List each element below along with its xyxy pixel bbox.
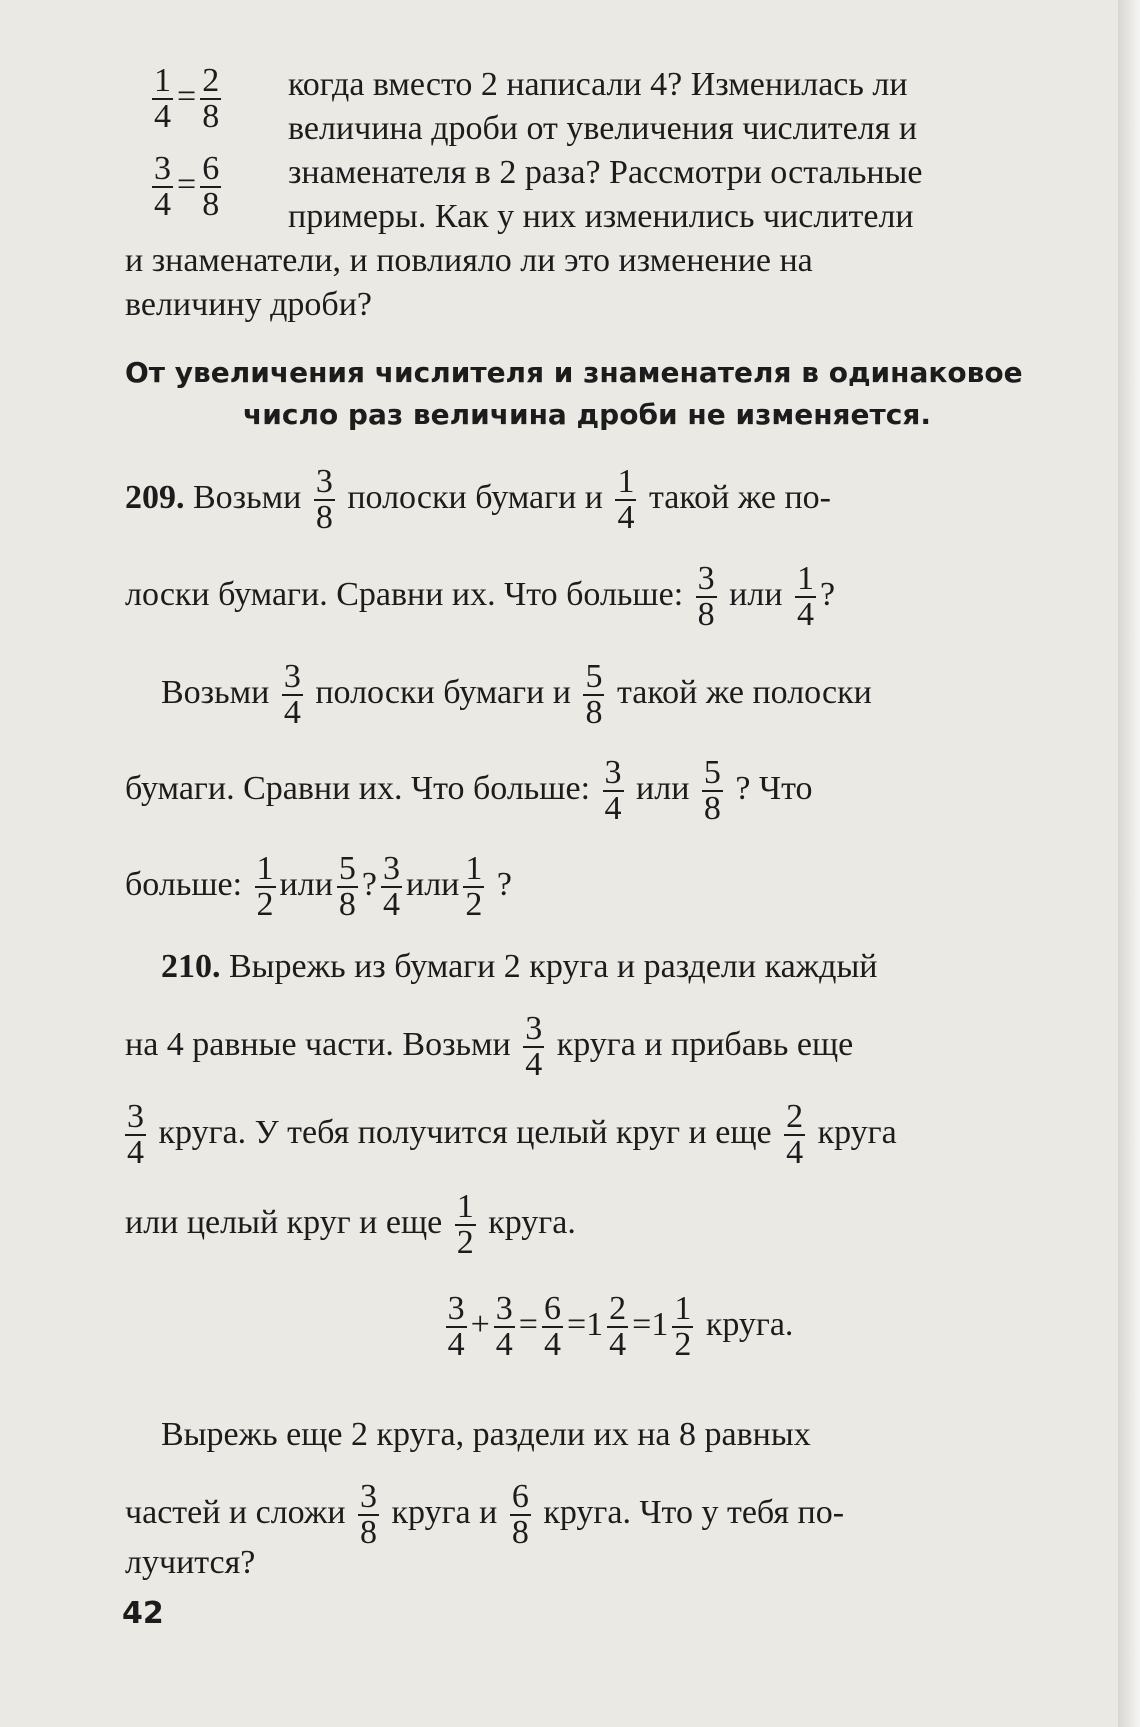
fraction: $\frac{3}{4}$ <box>283 658 301 731</box>
fraction: $\frac{1}{4}$ <box>797 560 815 633</box>
exercise-210-line-4: или целый круг и еще $\frac{1}{2}$ круга. <box>125 1188 576 1261</box>
intro-line-4: примеры. Как у них изменились числители <box>288 198 914 235</box>
exercise-209-line-5: больше: $\frac{1}{2}$ или $\frac{5}{8}$ ? $\frac{3}{4}$ или $\frac{1}{2}$ ? <box>125 850 512 923</box>
exercise-210-line-2: на 4 равные части. Возьми $\frac{3}{4}$ круга и прибавь еще <box>125 1010 854 1083</box>
side-equation-1: $\frac{1}{4}$ = $\frac{2}{8}$ <box>154 62 220 135</box>
fraction: $\frac{1}{2}$ <box>674 1290 692 1363</box>
fraction: $\frac{3}{8}$ <box>315 463 333 536</box>
fraction: $\frac{2}{4}$ <box>609 1290 627 1363</box>
intro-line-3: знаменателя в 2 раза? Рассмотри остальные <box>288 154 923 191</box>
fraction: $\frac{5}{8}$ <box>338 850 356 923</box>
exercise-209-line-3: Возьми $\frac{3}{4}$ полоски бумаги и $\frac{5}{8}$ такой же полоски <box>161 658 872 731</box>
fraction: $\frac{5}{8}$ <box>703 754 721 827</box>
fraction: $\frac{3}{8}$ <box>360 1478 378 1551</box>
fraction: $\frac{2}{8}$ <box>202 62 220 135</box>
exercise-209-line-4: бумаги. Сравни их. Что больше: $\frac{3}{4}$ или $\frac{5}{8}$ ? Что <box>125 754 813 827</box>
intro-line-5: и знаменатели, и повлияло ли это изменение на <box>125 242 813 279</box>
fraction: $\frac{1}{2}$ <box>465 850 483 923</box>
rule-statement: От увеличения числителя и знаменателя в одинаковое число раз величина дроби не изменяется. <box>125 356 1023 431</box>
fraction: $\frac{1}{2}$ <box>256 850 274 923</box>
fraction: $\frac{3}{4}$ <box>383 850 400 923</box>
side-equation-2: $\frac{3}{4}$ = $\frac{6}{8}$ <box>154 150 220 223</box>
fraction: $\frac{1}{2}$ <box>456 1188 474 1261</box>
fraction: $\frac{1}{4}$ <box>154 62 171 135</box>
sum-equation: $\frac{3}{4}$ + $\frac{3}{4}$ = $\frac{6}{4}$ =1 $\frac{2}{4}$ =1 $\frac{1}{2}$ круга. <box>447 1290 794 1363</box>
fraction: $\frac{2}{4}$ <box>786 1098 804 1171</box>
intro-line-6: величину дроби? <box>125 286 372 323</box>
exercise-number: 209. <box>125 478 185 516</box>
fraction: $\frac{3}{4}$ <box>447 1290 465 1363</box>
intro-line-2: величина дроби от увеличения числителя и <box>288 110 918 147</box>
exercise-209-line-2: лоски бумаги. Сравни их. Что больше: $\frac{3}{8}$ или $\frac{1}{4}$ ? <box>125 560 836 633</box>
fraction: $\frac{3}{4}$ <box>495 1290 513 1363</box>
exercise-210-line-6: частей и сложи $\frac{3}{8}$ круга и $\frac{6}{8}$ круга. Что у тебя по- <box>125 1478 845 1551</box>
fraction: $\frac{3}{4}$ <box>154 150 171 223</box>
fraction: $\frac{5}{8}$ <box>585 658 603 731</box>
fraction: $\frac{6}{8}$ <box>202 150 220 223</box>
exercise-210-line-3: $\frac{3}{4}$ круга. У тебя получится целый круг и еще $\frac{2}{4}$ круга <box>127 1098 897 1171</box>
intro-line-1: когда вместо 2 написали 4? Изменилась ли <box>288 66 908 103</box>
page-edge <box>1118 0 1140 1727</box>
fraction: $\frac{1}{4}$ <box>617 463 635 536</box>
page-number: 42 <box>122 1596 164 1631</box>
fraction: $\frac{3}{4}$ <box>604 754 622 827</box>
exercise-number: 210. <box>161 948 221 985</box>
fraction: $\frac{6}{8}$ <box>511 1478 529 1551</box>
fraction: $\frac{3}{4}$ <box>525 1010 543 1083</box>
exercise-210-line-7: лучится? <box>125 1544 256 1581</box>
exercise-210-line-1: 210. Вырежь из бумаги 2 круга и раздели каждый <box>125 950 1110 984</box>
fraction: $\frac{3}{4}$ <box>127 1098 144 1171</box>
fraction: $\frac{6}{4}$ <box>543 1290 561 1363</box>
exercise-210-line-5: Вырежь еще 2 круга, раздели их на 8 равных <box>161 1416 811 1453</box>
fraction: $\frac{3}{8}$ <box>697 560 715 633</box>
exercise-209-line-1: 209. Возьми $\frac{3}{8}$ полоски бумаги и $\frac{1}{4}$ такой же по- <box>125 463 831 536</box>
